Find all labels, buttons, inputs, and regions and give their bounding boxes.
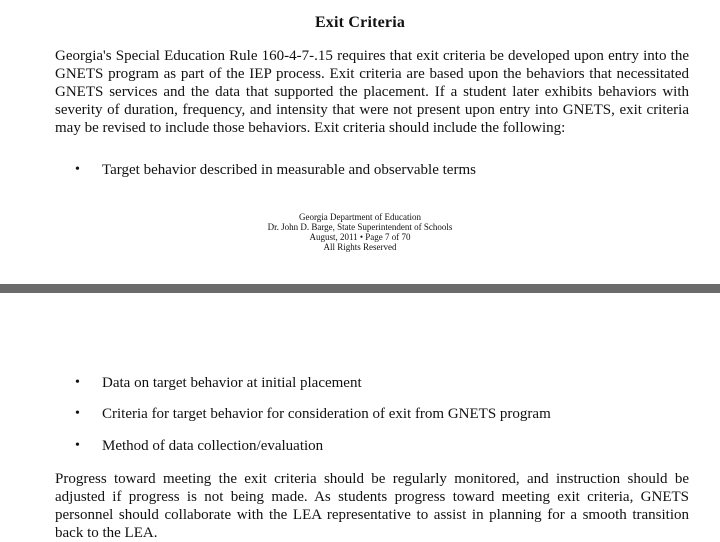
list-item (0, 373, 720, 393)
list-item-text: Method of data collection/evaluation (102, 438, 324, 454)
bullet-icon: • (75, 406, 80, 421)
bullet-icon: • (75, 438, 80, 453)
list-item (0, 160, 720, 180)
progress-paragraph: Progress toward meeting the exit criteria should be regularly monitored, and instruction should be adjusted if progress is not being made. As students progress toward meeting exit criteria, GNETS personnel should collaborate with the LEA representative to assist in planning for a smooth transition back to the LEA. (55, 471, 689, 541)
list-item-text: Target behavior described in measurable and observable terms (102, 162, 476, 178)
footer-superintendent: Dr. John D. Barge, State Superintendent of Schools (267, 222, 453, 232)
bullet-icon: • (75, 162, 80, 177)
page-title: Exit Criteria (314, 14, 406, 31)
page-separator (0, 284, 720, 293)
page-footer (0, 212, 720, 252)
footer-date-page: August, 2011 • Page 7 of 70 (309, 232, 411, 242)
intro-paragraph: Georgia's Special Education Rule 160-4-7-.15 requires that exit criteria be developed upon entry into the GNETS program as part of the IEP process. Exit criteria are based upon the behaviors that necessitated GNETS services and the data that supported the placement. If a student later exhibits behaviors with severity of duration, frequency, and intensity that were not present upon entry into GNETS, exit criteria may be revised to include those behaviors. Exit criteria should include the following: (55, 48, 689, 136)
list-item-text: Criteria for target behavior for consideration of exit from GNETS program (102, 406, 551, 422)
footer-rights: All Rights Reserved (323, 242, 397, 252)
bullet-icon: • (75, 375, 80, 390)
footer-organization: Georgia Department of Education (298, 212, 422, 222)
list-item (0, 404, 720, 424)
list-item-text: Data on target behavior at initial placement (102, 375, 362, 391)
list-item (0, 436, 720, 456)
